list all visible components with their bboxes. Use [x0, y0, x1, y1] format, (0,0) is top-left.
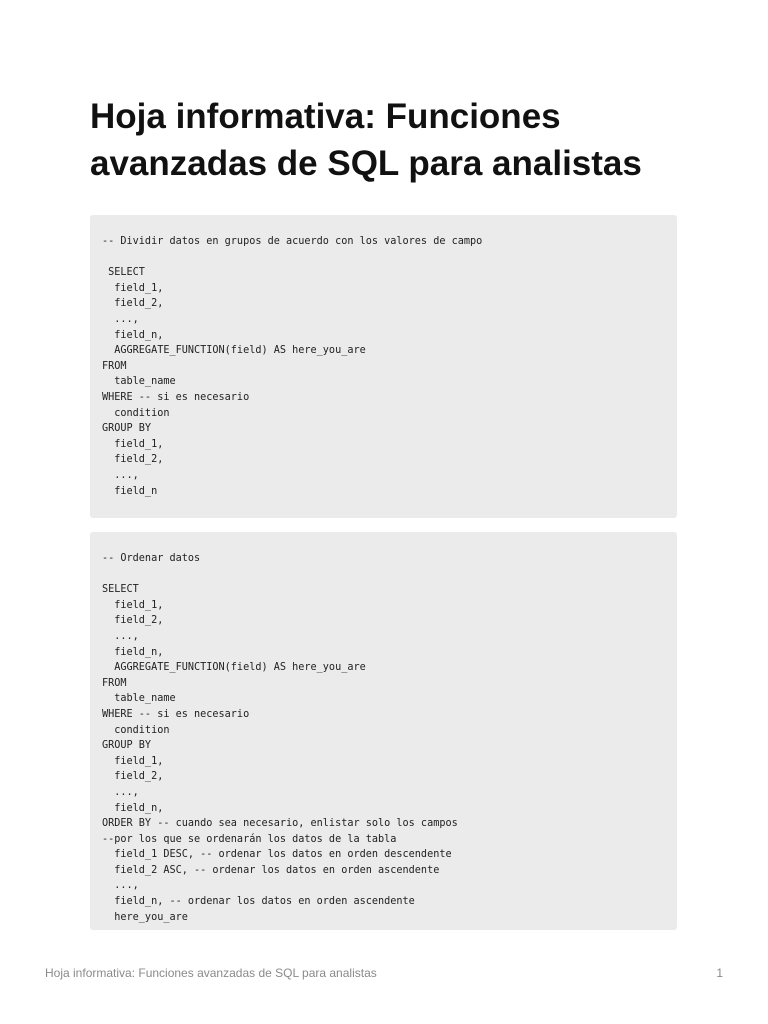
- footer-title: Hoja informativa: Funciones avanzadas de SQL para analistas: [45, 966, 377, 980]
- code-block-order-by: [90, 532, 677, 930]
- page-title: Hoja informativa: Funciones avanzadas de SQL para analistas: [90, 97, 642, 183]
- page-footer: [45, 966, 723, 982]
- code-block-group-by: [90, 215, 677, 518]
- code-text: -- Dividir datos en grupos de acuerdo con los valores de campo SELECT field_1, field_2, ..., field_n, AGGREGATE_FUNCTION(field) AS here_you_are FROM table_name WHERE -- si es necesario condition GROUP BY field_1, field_2, ..., field_n: [102, 236, 483, 497]
- footer-page-number: 1: [716, 966, 723, 980]
- code-text: -- Ordenar datos SELECT field_1, field_2, ..., field_n, AGGREGATE_FUNCTION(field) AS here_you_are FROM table_name WHERE -- si es necesario condition GROUP BY field_1, field_2, ..., field_n, ORDER BY -- cuando sea necesario, enlistar solo los campos --por los que se ordenarán los datos de la tabla field_1 DESC, -- ordenar los datos en orden descendente field_2 ASC, -- ordenar los datos en orden ascendente ..., field_n, -- ordenar los datos en orden ascendente here_you_are: [102, 553, 458, 923]
